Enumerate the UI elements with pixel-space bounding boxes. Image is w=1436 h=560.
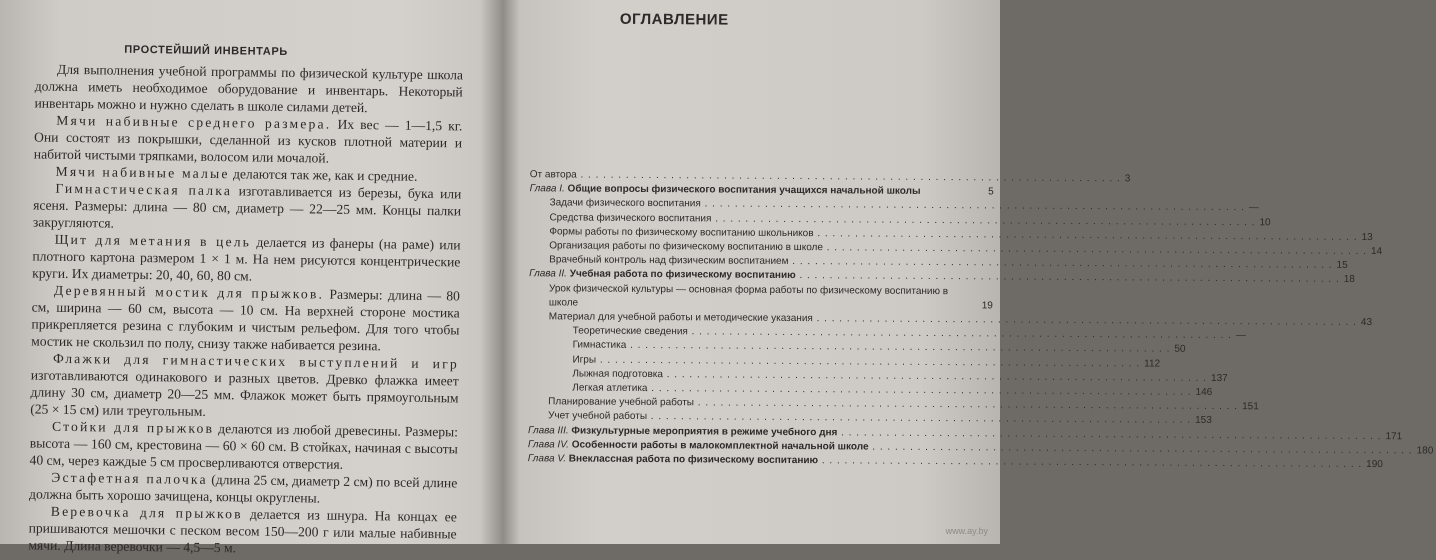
toc-title-text: Урок физической культуры — основная форма работы по физическому воспитанию в школе [548, 282, 949, 309]
paragraph-text: делается из шнура. На концах ее пришиваются мешочки с песком весом 150—200 г или малые набивные мячи. Длина веревочки — 4,5—5 м. [28, 506, 457, 556]
paragraph-text: изготавливаются одинакового и разных цветов. Древко флажка имеет длину 30 см, диаметр 20—25 мм. Флажок может быть прямоугольным (25 × 15 см) или треугольным. [30, 367, 459, 419]
toc-page-number: 137 [1210, 372, 1228, 384]
paragraph-text: делается из фанеры (на раме) или плотного картона размером 1 × 1 м. На нем рисуются концентрические круги. Их диаметры: 20, 40, 60, 80 см. [32, 234, 461, 284]
right-page [501, 0, 1434, 547]
toc-page-number: 19 [981, 300, 993, 312]
toc-title-text: Внеклассная работа по физическому воспитанию [568, 453, 819, 467]
toc-page-number: 151 [1242, 401, 1259, 413]
toc-page-number: 190 [1366, 459, 1383, 471]
toc-title-text: Общие вопросы физического воспитания учащихся начальной школы [567, 183, 921, 198]
toc-page-number: 153 [1195, 415, 1212, 427]
toc-page-number: 180 [1416, 445, 1434, 457]
paragraph [30, 349, 459, 423]
toc-page-number: 171 [1385, 430, 1403, 442]
toc-title-text: Теоретические сведения [572, 325, 688, 338]
item-name: Стойки для прыжков [51, 418, 215, 437]
chapter-number: Глава V. [527, 453, 567, 465]
toc-title-text: Учет учебной работы [548, 410, 648, 423]
toc-page-number: 43 [1360, 317, 1373, 329]
toc-title-text: Физкультурные мероприятия в режиме учебного дня [571, 425, 838, 438]
toc-title-text: Формы работы по физическому воспитанию школьников [549, 226, 814, 239]
toc-entry [529, 282, 993, 314]
paragraph [29, 417, 458, 474]
item-name: Веревочка для прыжков [50, 503, 243, 522]
toc-title-text: Организация работы по физическому воспитанию в школе [549, 240, 823, 254]
paragraph [33, 179, 462, 236]
paragraph-text: Для выполнения учебной программы по физической культуре школа должна иметь необходимое оборудование и инвентарь. Некоторый инвентарь можно и нужно сделать в школе силами детей. [34, 61, 464, 116]
item-name: Деревянный мостик для прыжков. [53, 282, 325, 302]
toc-page-number: — [1248, 202, 1259, 214]
toc-title-text: Материал для учебной работы и методические указания [548, 311, 813, 325]
item-name: Мячи набивные малые [55, 163, 230, 182]
table-of-contents [527, 168, 1434, 471]
toc-page-number: 112 [1144, 358, 1161, 370]
paragraph-text: изготавливается из березы, бука или ясеня. Размеры: длина — 80 см, диаметр — 22—25 мм. Концы палки закругляются. [32, 183, 462, 231]
chapter-number: Глава I. [529, 183, 565, 195]
toc-page-number: — [1235, 330, 1246, 342]
toc-page-number: 146 [1195, 386, 1213, 398]
watermark: www.ay.by [945, 526, 988, 536]
paragraph [28, 502, 457, 559]
toc-title-text: Планирование учебной работы [548, 396, 695, 409]
toc-title-text: Учебная работа по физическому воспитанию [569, 268, 796, 282]
toc-page-number: 18 [1343, 274, 1355, 286]
item-name: Эстафетная палочка [51, 469, 208, 487]
toc-title-text: Игры [572, 354, 597, 366]
item-name: Щит для метания в цель [54, 231, 252, 250]
paragraph [34, 60, 463, 117]
paragraph [32, 230, 461, 287]
item-name: Мячи набивные среднего размера. [56, 112, 332, 132]
toc-entry-title [549, 282, 951, 313]
paragraph-text: делаются так же, как и средние. [229, 166, 418, 184]
paragraph-text: Размеры: длина — 80 см, ширина — 60 см, высота — 10 см. На верхней стороне мостика прикрепляется резина с глубоким и чистым рельефом. Для того чтобы мостик не скользил по полу, снизу также набивается резина. [31, 286, 461, 354]
paragraph [31, 281, 460, 355]
toc-page-number: 14 [1370, 246, 1383, 258]
chapter-number: Глава IV. [527, 439, 569, 451]
toc-title-text: Средства физического воспитания [549, 211, 712, 225]
toc-page-number: 5 [988, 186, 994, 198]
toc-title-text: Гимнастика [572, 339, 627, 352]
chapter-number: Глава II. [529, 268, 568, 280]
toc-page-number: 13 [1361, 231, 1373, 243]
toc-page-number: 3 [1124, 173, 1131, 185]
item-name: Гимнастическая палка [55, 180, 233, 199]
toc-title-text: Врачебный контроль над физическим воспитанием [549, 254, 789, 268]
toc-page-number: 50 [1174, 344, 1186, 356]
toc-title-text: Легкая атлетика [572, 382, 648, 395]
left-page-body [28, 60, 463, 559]
paragraph-text: делаются из любой древесины. Размеры: высота — 160 см, крестовина — 60 × 60 см. В стойках, начиная с высоты 40 см, через каждые 5 см просверливаются отверстия. [29, 421, 459, 472]
left-page-heading: ПРОСТЕЙШИЙ ИНВЕНТАРЬ [124, 43, 288, 59]
paragraph-text: Их вес — 1—1,5 кг. Они состоят из покрышки, сделанной из кусков плотной материи и набитой чистыми тряпками, волосом или мочалой. [33, 116, 463, 166]
toc-entry [527, 452, 1383, 471]
paragraph [34, 111, 463, 168]
toc-title-text: Задачи физического воспитания [549, 197, 701, 210]
item-name: Флажки для гимнастических выступлений и игр [52, 350, 460, 372]
left-page [0, 0, 500, 556]
toc-page-number: 15 [1336, 260, 1348, 272]
toc-page-number: 10 [1259, 216, 1271, 228]
chapter-number: Глава III. [527, 424, 569, 437]
paragraph-text: (длина 25 см, диаметр 2 см) по всей длине должна быть хорошо зачищена, концы округлены. [29, 471, 458, 506]
toc-heading: ОГЛАВЛЕНИЕ [619, 10, 729, 29]
toc-title-text: Особенности работы в малокомплектной начальной школе [571, 439, 869, 453]
toc-title-text: От автора [529, 169, 577, 181]
toc-title-text: Лыжная подготовка [572, 368, 664, 380]
